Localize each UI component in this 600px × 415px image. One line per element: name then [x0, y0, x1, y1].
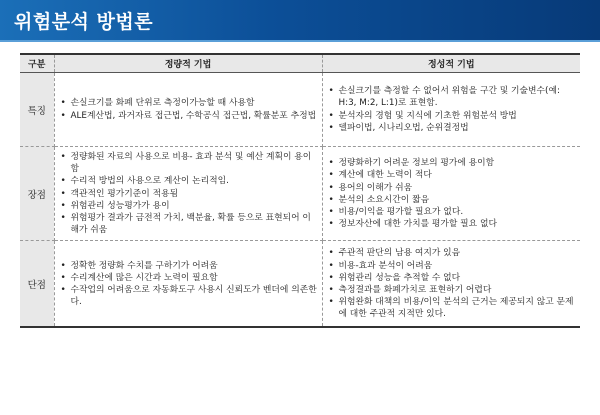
row-label-advantages: 장점	[20, 147, 54, 241]
list-item: • 정확한 정량화 수치를 구하기가 어려움	[71, 260, 318, 272]
header-qualitative: 정성적 기법	[322, 54, 580, 73]
header-quantitative: 정량적 기법	[54, 54, 322, 73]
title-bar	[0, 0, 600, 42]
comparison-table	[20, 53, 580, 328]
row-label-features: 특징	[20, 73, 54, 147]
list-item: • 용어의 이해가 쉬움	[339, 182, 577, 194]
list-item: • 정량화된 자료의 사용으로 비용- 효과 분석 및 예산 계획이 용이함	[71, 151, 318, 175]
list-item: • 정보자산에 대한 가치를 평가할 필요 없다	[339, 218, 577, 230]
header-row	[20, 54, 580, 73]
quant-advantages-list	[55, 147, 322, 240]
list-item: • 위험관리 성능을 추적할 수 없다	[339, 272, 577, 284]
quant-disadvantages-cell	[54, 241, 322, 328]
qual-features-cell	[322, 73, 580, 147]
qual-disadvantages-cell	[322, 241, 580, 328]
list-item: • ALE계산법, 과거자료 접근법, 수학공식 접근법, 확률분포 추정법	[71, 110, 318, 122]
header-category: 구분	[20, 54, 54, 73]
qual-features-list	[323, 81, 581, 138]
list-item: • 수리적 방법의 사용으로 계산이 논리적임.	[71, 175, 318, 187]
list-item: • 계산에 대한 노력이 적다	[339, 169, 577, 181]
list-item: • 정량화하기 어려운 정보의 평가에 용이함	[339, 157, 577, 169]
quant-features-list	[55, 93, 322, 125]
list-item: • 위험완화 대책의 비용/이익 분석의 근거는 제공되지 않고 문제에 대한 주관적 지적만 있다.	[339, 296, 577, 320]
list-item: • 비용-효과 분석이 어려움	[339, 260, 577, 272]
quant-disadvantages-list	[55, 256, 322, 313]
comparison-table-wrapper	[20, 53, 580, 328]
list-item: • 객관적인 평가기준이 적용됨	[71, 188, 318, 200]
list-item: • 수작업의 어려움으로 자동화도구 사용시 신뢰도가 벤더에 의존한다.	[71, 284, 318, 308]
table-row-disadvantages	[20, 241, 580, 328]
quant-features-cell	[54, 73, 322, 147]
qual-disadvantages-list	[323, 243, 581, 324]
qual-advantages-cell	[322, 147, 580, 241]
list-item: • 위험관리 성능평가가 용이	[71, 200, 318, 212]
list-item: • 수리계산에 많은 시간과 노력이 필요함	[71, 272, 318, 284]
page-title: 위험분석 방법론	[14, 11, 154, 33]
list-item: • 주관적 판단의 남용 여지가 있음	[339, 247, 577, 259]
list-item: • 손실크기를 화폐 단위로 측정이가능할 때 사용함	[71, 97, 318, 109]
list-item: • 분석자의 경험 및 지식에 기초한 위험분석 방법	[339, 110, 577, 122]
list-item: • 델파이법, 시나리오법, 순위결정법	[339, 122, 577, 134]
list-item: • 손실크기를 측정할 수 없어서 위험을 구간 및 기술변수(예: H:3, M:2, L:1)로 표현함.	[339, 85, 577, 109]
table-row-advantages	[20, 147, 580, 241]
table-row-features	[20, 73, 580, 147]
list-item: • 비용/이익을 평가할 필요가 없다.	[339, 206, 577, 218]
list-item: • 분석의 소요시간이 짧음	[339, 194, 577, 206]
title-underline	[0, 40, 600, 42]
row-label-disadvantages: 단점	[20, 241, 54, 328]
list-item: • 위험평가 결과가 금전적 가치, 백분율, 확률 등으로 표현되어 이해가 쉬움	[71, 212, 318, 236]
qual-advantages-list	[323, 153, 581, 234]
list-item: • 측정결과를 화폐가치로 표현하기 어렵다	[339, 284, 577, 296]
quant-advantages-cell	[54, 147, 322, 241]
